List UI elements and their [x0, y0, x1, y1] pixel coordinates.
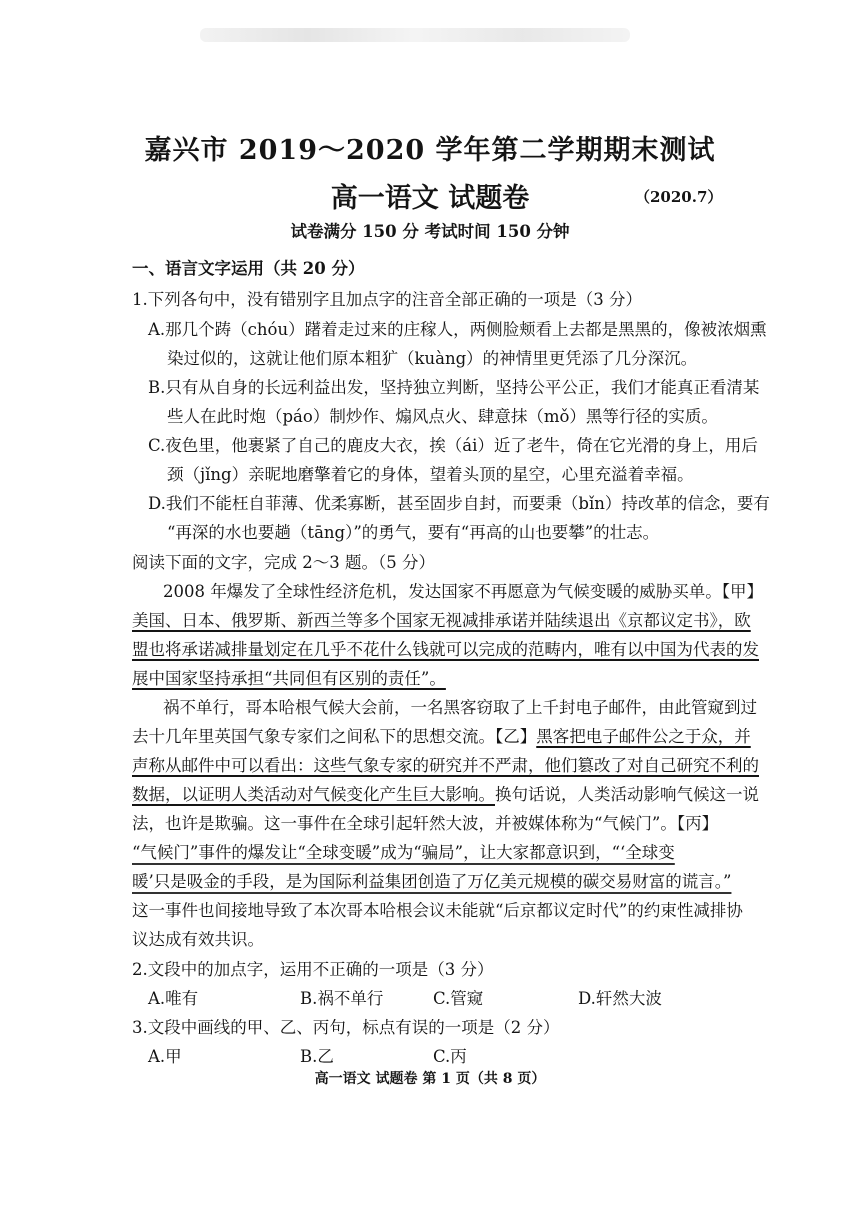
question-1-stem: 1.下列各句中，没有错别字且加点字的注音全部正确的一项是（3 分）: [132, 290, 642, 309]
reading-intro: 阅读下面的文字，完成 2～3 题。（5 分）: [132, 553, 435, 572]
passage-p2-line8: 这一事件也间接地导致了本次哥本哈根会议未能就“后京都议定时代”的约束性减排协: [132, 901, 743, 920]
passage-p2-line6: “气候门”事件的爆发让“全球变暖”成为“骗局”，让大家都意识到，“‘全球变: [132, 843, 675, 862]
exam-date: （2020.7）: [635, 188, 723, 206]
passage-p1-line2: 美国、日本、俄罗斯、新西兰等多个国家无视减排承诺并陆续退出《京都议定书》，欧: [132, 611, 751, 630]
q2-option-a: A.唯有: [148, 989, 199, 1008]
q1-option-d-line2: “再深的水也要趟（tāng）”的勇气，要有“再高的山也要攀”的壮志。: [167, 523, 660, 542]
q2-option-c: C.管窥: [433, 989, 484, 1008]
exam-meta: 试卷满分 150 分 考试时间 150 分钟: [290, 222, 570, 241]
q3-option-b: B.乙: [300, 1047, 334, 1066]
q1-option-a-line1: A.那几个踌（chóu）躇着走过来的庄稼人，两侧脸颊看上去都是黑黑的，像被浓烟熏: [148, 320, 767, 339]
passage-p1-line3: 盟也将承诺减排量划定在几乎不花什么钱就可以完成的范畴内，唯有以中国为代表的发: [132, 640, 759, 659]
exam-subtitle: 高一语文 试题卷: [330, 183, 530, 214]
passage-p2-line5: 法，也许是欺骗。这一事件在全球引起轩然大波，并被媒体称为“气候门”。【丙】: [132, 814, 719, 833]
question-2-stem: 2.文段中的加点字，运用不正确的一项是（3 分）: [132, 960, 494, 979]
section-heading: 一、语言文字运用（共 20 分）: [132, 259, 365, 278]
sentence-yi-start: 黑客把电子邮件公之于众，并: [536, 727, 751, 746]
scan-artifact: [200, 28, 630, 42]
passage-p2-line4: [132, 781, 759, 805]
passage-p2-line1: 祸不单行，哥本哈根气候大会前，一名黑客窃取了上千封电子邮件，由此管窥到过: [163, 698, 757, 717]
passage-p1-line4: 展中国家坚持承担“共同但有区别的责任”。: [132, 669, 446, 688]
question-3-stem: 3.文段中画线的甲、乙、丙句，标点有误的一项是（2 分）: [132, 1018, 560, 1037]
passage-p2-line4-rest: 换句话说，人类活动影响气候这一说: [495, 785, 759, 804]
exam-title: 嘉兴市 2019～2020 学年第二学期期末测试: [144, 135, 716, 166]
q3-option-a: A.甲: [148, 1047, 182, 1066]
q1-option-d-line1: D.我们不能枉自菲薄、优柔寡断，甚至固步自封，而要秉（bǐn）持改革的信念，要有: [148, 494, 770, 513]
passage-p2-line3: 声称从邮件中可以看出：这些气象专家的研究并不严肃，他们篡改了对自己研究不利的: [132, 756, 759, 775]
q1-option-c-line2: 颈（jǐng）亲昵地磨擎着它的身体，望着头顶的星空，心里充溢着幸福。: [167, 465, 694, 484]
q1-option-b-line1: B.只有从自身的长远利益出发，坚持独立判断，坚持公平公正，我们才能真正看清某: [148, 378, 760, 397]
q3-option-c: C.丙: [433, 1047, 467, 1066]
passage-p2-line2-start: 去十几年里英国气象专家们之间私下的思想交流。【乙】: [132, 727, 537, 746]
sentence-yi-end: 数据，以证明人类活动对气候变化产生巨大影响。: [132, 785, 495, 804]
passage-p2-line7: 暖’只是吸金的手段，是为国际利益集团创造了万亿美元规模的碳交易财富的谎言。”: [132, 872, 732, 891]
passage-p2-line2: [132, 723, 751, 747]
q1-option-c-line1: C.夜色里，他裹紧了自己的鹿皮大衣，挨（ái）近了老牛，倚在它光滑的身上，用后: [148, 436, 758, 455]
passage-p2-line9: 议达成有效共识。: [132, 930, 264, 949]
q1-option-b-line2: 些人在此时炮（páo）制炒作、煽风点火、肆意抹（mǒ）黑等行径的实质。: [167, 407, 718, 426]
q1-option-a-line2: 染过似的，这就让他们原本粗犷（kuàng）的神情里更凭添了几分深沉。: [167, 349, 698, 368]
page-footer: 高一语文 试题卷 第 1 页（共 8 页）: [314, 1071, 546, 1087]
q2-option-d: D.轩然大波: [578, 989, 662, 1008]
q2-option-b: B.祸不单行: [300, 989, 384, 1008]
passage-p1-line1: 2008 年爆发了全球性经济危机，发达国家不再愿意为气候变暖的威胁买单。【甲】: [163, 582, 763, 601]
